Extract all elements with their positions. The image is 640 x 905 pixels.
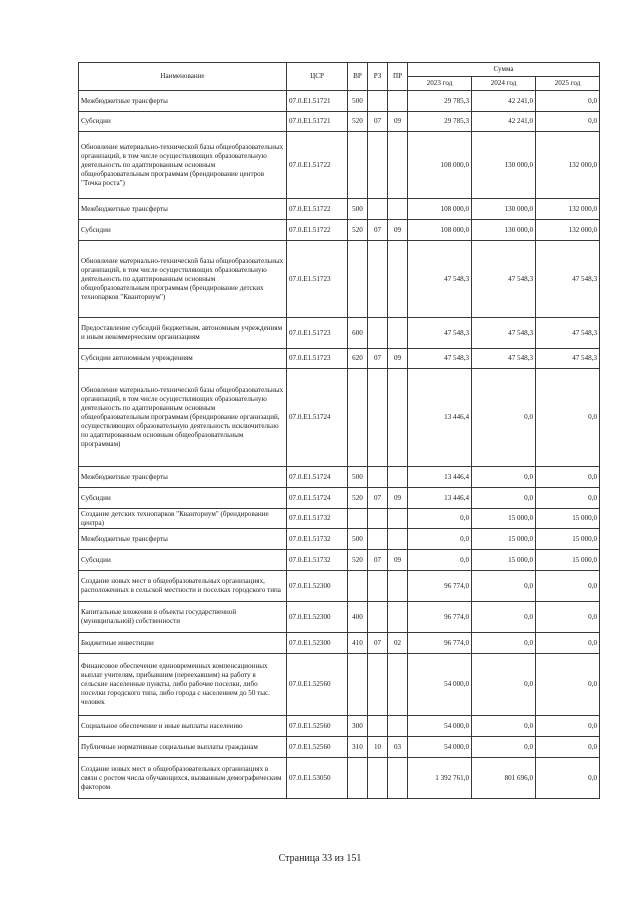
row-name: Капитальные вложения в объекты государственной (муниципальной) собственности xyxy=(79,602,287,633)
row-rz xyxy=(368,571,388,602)
table-row xyxy=(79,488,600,509)
row-name: Создание детских технопарков "Кванториум" (брендирование центра) xyxy=(79,509,287,529)
row-name: Межбюджетные трансферты xyxy=(79,529,287,550)
row-vr: 500 xyxy=(348,529,368,550)
table-row xyxy=(79,91,600,112)
row-csr: 07.0.E1.52300 xyxy=(287,633,348,654)
row-value-2025: 0,0 xyxy=(536,737,600,758)
row-value-2023: 13 446,4 xyxy=(408,369,472,467)
table-row xyxy=(79,633,600,654)
row-value-2023: 108 000,0 xyxy=(408,132,472,199)
row-vr xyxy=(348,509,368,529)
row-rz xyxy=(368,509,388,529)
row-csr: 07.0.E1.51721 xyxy=(287,91,348,112)
row-name: Субсидии xyxy=(79,220,287,241)
row-csr: 07.0.E1.52560 xyxy=(287,654,348,716)
row-vr xyxy=(348,654,368,716)
row-pr: 09 xyxy=(388,488,408,509)
row-value-2025: 0,0 xyxy=(536,91,600,112)
table-row xyxy=(79,654,600,716)
row-value-2024: 0,0 xyxy=(472,716,536,737)
row-value-2024: 47 548,3 xyxy=(472,318,536,349)
row-pr xyxy=(388,654,408,716)
row-vr: 300 xyxy=(348,716,368,737)
row-vr: 310 xyxy=(348,737,368,758)
row-value-2024: 0,0 xyxy=(472,737,536,758)
row-name: Субсидии автономным учреждениям xyxy=(79,349,287,369)
row-value-2024: 0,0 xyxy=(472,654,536,716)
row-value-2024: 0,0 xyxy=(472,602,536,633)
row-value-2024: 801 696,0 xyxy=(472,758,536,799)
row-name: Субсидии xyxy=(79,550,287,571)
table-row xyxy=(79,602,600,633)
row-vr: 520 xyxy=(348,220,368,241)
row-value-2025: 0,0 xyxy=(536,602,600,633)
row-value-2025: 47 548,3 xyxy=(536,241,600,318)
row-name: Финансовое обеспечение единовременных компенсационных выплат учителям, прибывшим (переехавшим) на работу в сельские населенные пункты, либо рабочие поселки, либо поселки городского типа, либо города с населением до 50 тыс. человек xyxy=(79,654,287,716)
table-row xyxy=(79,467,600,488)
row-vr: 520 xyxy=(348,488,368,509)
row-rz: 07 xyxy=(368,488,388,509)
header-year-2025: 2025 год xyxy=(536,77,600,91)
row-csr: 07.0.E1.51722 xyxy=(287,132,348,199)
table-row xyxy=(79,349,600,369)
row-value-2023: 0,0 xyxy=(408,550,472,571)
row-value-2024: 0,0 xyxy=(472,488,536,509)
row-name: Межбюджетные трансферты xyxy=(79,199,287,220)
row-value-2023: 47 548,3 xyxy=(408,349,472,369)
row-rz xyxy=(368,716,388,737)
row-value-2023: 47 548,3 xyxy=(408,318,472,349)
header-vr: ВР xyxy=(348,63,368,91)
row-value-2024: 42 241,0 xyxy=(472,91,536,112)
row-value-2025: 0,0 xyxy=(536,716,600,737)
row-rz: 07 xyxy=(368,220,388,241)
row-rz xyxy=(368,318,388,349)
row-value-2023: 13 446,4 xyxy=(408,467,472,488)
row-value-2025: 0,0 xyxy=(536,633,600,654)
row-value-2024: 0,0 xyxy=(472,467,536,488)
row-value-2023: 1 392 761,0 xyxy=(408,758,472,799)
row-pr xyxy=(388,318,408,349)
row-rz xyxy=(368,132,388,199)
row-pr xyxy=(388,571,408,602)
row-csr: 07.0.E1.51722 xyxy=(287,199,348,220)
header-year-2024: 2024 год xyxy=(472,77,536,91)
row-name: Межбюджетные трансферты xyxy=(79,467,287,488)
header-pr: ПР xyxy=(388,63,408,91)
row-value-2024: 15 000,0 xyxy=(472,529,536,550)
row-value-2023: 0,0 xyxy=(408,509,472,529)
row-value-2024: 130 000,0 xyxy=(472,220,536,241)
row-value-2023: 0,0 xyxy=(408,529,472,550)
row-csr: 07.0.E1.51732 xyxy=(287,550,348,571)
row-vr xyxy=(348,369,368,467)
table-row xyxy=(79,550,600,571)
row-name: Публичные нормативные социальные выплаты гражданам xyxy=(79,737,287,758)
row-name: Бюджетные инвестиции xyxy=(79,633,287,654)
table-row xyxy=(79,220,600,241)
page-footer: Страница 33 из 151 xyxy=(278,853,362,864)
row-value-2023: 29 785,3 xyxy=(408,112,472,132)
row-value-2025: 47 548,3 xyxy=(536,318,600,349)
row-value-2025: 0,0 xyxy=(536,369,600,467)
row-value-2024: 15 000,0 xyxy=(472,509,536,529)
row-rz: 07 xyxy=(368,550,388,571)
row-pr xyxy=(388,199,408,220)
row-value-2023: 108 000,0 xyxy=(408,220,472,241)
row-pr: 09 xyxy=(388,112,408,132)
row-pr xyxy=(388,91,408,112)
row-name: Создание новых мест в общеобразовательных организациях, расположенных в сельской местности и поселках городского типа xyxy=(79,571,287,602)
row-value-2025: 0,0 xyxy=(536,112,600,132)
row-value-2024: 15 000,0 xyxy=(472,550,536,571)
row-vr: 620 xyxy=(348,349,368,369)
row-rz xyxy=(368,529,388,550)
row-vr: 500 xyxy=(348,91,368,112)
row-value-2025: 15 000,0 xyxy=(536,529,600,550)
row-vr xyxy=(348,758,368,799)
row-name: Обновление материально-технической базы общеобразовательных организаций, в том числе осуществляющих образовательную деятельность по адаптированным основным общеобразовательным программам (брендирование организаций, осуществляющих образовательную деятельность исключительно по адаптированным основным общеобразовательным программам) xyxy=(79,369,287,467)
row-vr xyxy=(348,132,368,199)
row-pr: 09 xyxy=(388,550,408,571)
table-row xyxy=(79,318,600,349)
row-rz xyxy=(368,199,388,220)
row-value-2025: 0,0 xyxy=(536,467,600,488)
row-rz xyxy=(368,91,388,112)
row-value-2024: 47 548,3 xyxy=(472,349,536,369)
row-pr xyxy=(388,716,408,737)
row-pr xyxy=(388,758,408,799)
row-rz: 10 xyxy=(368,737,388,758)
row-csr: 07.0.E1.51732 xyxy=(287,509,348,529)
row-pr: 03 xyxy=(388,737,408,758)
row-value-2023: 13 446,4 xyxy=(408,488,472,509)
row-value-2023: 54 000,0 xyxy=(408,654,472,716)
row-pr xyxy=(388,529,408,550)
row-pr: 09 xyxy=(388,349,408,369)
row-vr xyxy=(348,241,368,318)
row-value-2023: 96 774,0 xyxy=(408,602,472,633)
header-sum: Сумма xyxy=(408,63,600,77)
row-csr: 07.0.E1.51723 xyxy=(287,241,348,318)
row-name: Создание новых мест в общеобразовательных организациях в связи с ростом числа обучающихся, вызванным демографическим фактором xyxy=(79,758,287,799)
row-value-2025: 15 000,0 xyxy=(536,550,600,571)
table-row xyxy=(79,737,600,758)
row-name: Субсидии xyxy=(79,112,287,132)
row-value-2025: 0,0 xyxy=(536,758,600,799)
row-value-2024: 130 000,0 xyxy=(472,132,536,199)
row-rz xyxy=(368,602,388,633)
row-pr xyxy=(388,509,408,529)
row-value-2025: 132 000,0 xyxy=(536,199,600,220)
row-value-2025: 132 000,0 xyxy=(536,220,600,241)
row-value-2023: 96 774,0 xyxy=(408,571,472,602)
row-csr: 07.0.E1.53050 xyxy=(287,758,348,799)
row-vr: 520 xyxy=(348,112,368,132)
row-value-2023: 108 000,0 xyxy=(408,199,472,220)
row-csr: 07.0.E1.51722 xyxy=(287,220,348,241)
row-value-2024: 130 000,0 xyxy=(472,199,536,220)
row-value-2023: 54 000,0 xyxy=(408,716,472,737)
row-vr: 410 xyxy=(348,633,368,654)
table-row xyxy=(79,199,600,220)
row-vr: 520 xyxy=(348,550,368,571)
row-vr: 600 xyxy=(348,318,368,349)
table-row xyxy=(79,529,600,550)
row-name: Социальное обеспечение и иные выплаты населению xyxy=(79,716,287,737)
row-csr: 07.0.E1.51724 xyxy=(287,467,348,488)
budget-table xyxy=(78,62,600,799)
header-csr: ЦСР xyxy=(287,63,348,91)
row-name: Субсидии xyxy=(79,488,287,509)
table-row xyxy=(79,571,600,602)
table-row xyxy=(79,112,600,132)
row-pr xyxy=(388,369,408,467)
row-value-2025: 47 548,3 xyxy=(536,349,600,369)
row-vr: 400 xyxy=(348,602,368,633)
table-row xyxy=(79,241,600,318)
row-value-2024: 0,0 xyxy=(472,571,536,602)
row-name: Межбюджетные трансферты xyxy=(79,91,287,112)
row-csr: 07.0.E1.52560 xyxy=(287,716,348,737)
row-value-2025: 0,0 xyxy=(536,654,600,716)
row-csr: 07.0.E1.51724 xyxy=(287,369,348,467)
row-value-2025: 15 000,0 xyxy=(536,509,600,529)
row-value-2025: 132 000,0 xyxy=(536,132,600,199)
row-value-2024: 47 548,3 xyxy=(472,241,536,318)
table-row xyxy=(79,369,600,467)
row-pr xyxy=(388,132,408,199)
row-value-2025: 0,0 xyxy=(536,488,600,509)
row-csr: 07.0.E1.51732 xyxy=(287,529,348,550)
row-csr: 07.0.E1.51723 xyxy=(287,318,348,349)
row-pr xyxy=(388,241,408,318)
row-vr: 500 xyxy=(348,199,368,220)
row-value-2023: 29 785,3 xyxy=(408,91,472,112)
row-rz xyxy=(368,758,388,799)
row-rz: 07 xyxy=(368,349,388,369)
row-value-2025: 0,0 xyxy=(536,571,600,602)
row-rz xyxy=(368,654,388,716)
row-rz: 07 xyxy=(368,633,388,654)
row-name: Обновление материально-технической базы общеобразовательных организаций, в том числе осуществляющих образовательную деятельность по адаптированным основным общеобразовательным программам (брендирование детских технопарков "Кванториум") xyxy=(79,241,287,318)
row-value-2023: 47 548,3 xyxy=(408,241,472,318)
row-vr: 500 xyxy=(348,467,368,488)
row-csr: 07.0.E1.52300 xyxy=(287,602,348,633)
row-pr xyxy=(388,602,408,633)
row-rz xyxy=(368,369,388,467)
row-name: Предоставление субсидий бюджетным, автономным учреждениям и иным некоммерческим организациям xyxy=(79,318,287,349)
row-csr: 07.0.E1.52560 xyxy=(287,737,348,758)
row-rz: 07 xyxy=(368,112,388,132)
row-csr: 07.0.E1.51721 xyxy=(287,112,348,132)
row-pr: 09 xyxy=(388,220,408,241)
header-rz: РЗ xyxy=(368,63,388,91)
row-csr: 07.0.E1.51723 xyxy=(287,349,348,369)
table-row xyxy=(79,716,600,737)
row-rz xyxy=(368,241,388,318)
row-value-2024: 0,0 xyxy=(472,633,536,654)
row-csr: 07.0.E1.51724 xyxy=(287,488,348,509)
row-value-2023: 54 000,0 xyxy=(408,737,472,758)
row-value-2024: 0,0 xyxy=(472,369,536,467)
table-row xyxy=(79,758,600,799)
header-year-2023: 2023 год xyxy=(408,77,472,91)
row-pr: 02 xyxy=(388,633,408,654)
row-name: Обновление материально-технической базы общеобразовательных организаций, в том числе осуществляющих образовательную деятельность по адаптированным основным общеобразовательным программам (брендирование центров "Точка роста") xyxy=(79,132,287,199)
row-pr xyxy=(388,467,408,488)
row-vr xyxy=(348,571,368,602)
table-row xyxy=(79,132,600,199)
header-name: Наименование xyxy=(79,63,287,91)
row-value-2024: 42 241,0 xyxy=(472,112,536,132)
row-value-2023: 96 774,0 xyxy=(408,633,472,654)
row-rz xyxy=(368,467,388,488)
table-row xyxy=(79,509,600,529)
row-csr: 07.0.E1.52300 xyxy=(287,571,348,602)
